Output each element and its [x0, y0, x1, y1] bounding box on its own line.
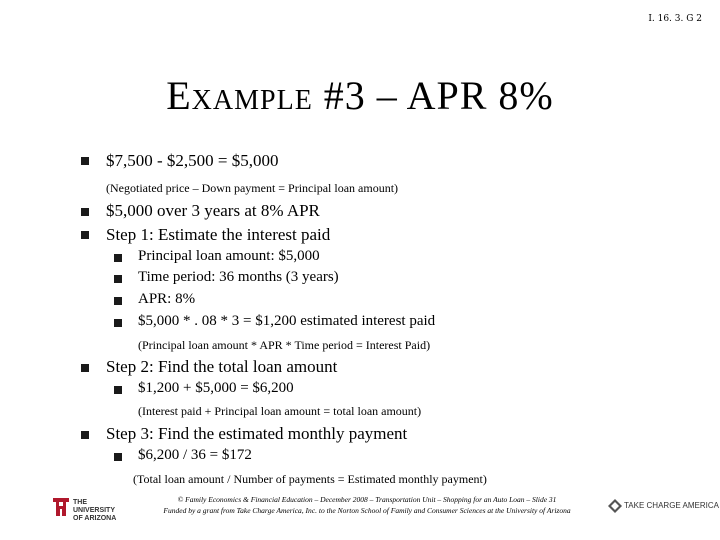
bullet-3: [81, 231, 89, 239]
slide-title: Example #3 – APR 8%: [166, 73, 554, 118]
footer-line-2: Funded by a grant from Take Charge America, Inc. to the Norton School of Family and Consumer Sciences at the University of Arizona: [163, 506, 571, 515]
ua-logo-line-2: OF ARIZONA: [73, 515, 117, 522]
take-charge-america-icon: [608, 499, 622, 513]
footer-credits: [132, 494, 602, 516]
sub-item-apr: APR: 8%: [138, 291, 196, 307]
slide-code: I. 16. 3. G 2: [648, 14, 702, 24]
bullet-2: [81, 208, 89, 216]
note-total-formula: (Interest paid + Principal loan amount = total loan amount): [138, 404, 422, 418]
footer-line-1: © Family Economics & Financial Education – December 2008 – Transportation Unit – Shopping for an Auto Loan – Slide 31: [177, 495, 557, 504]
item-step-2: Step 2: Find the total loan amount: [106, 357, 338, 376]
arizona-a-icon: [52, 497, 70, 517]
university-of-arizona-logo: [52, 497, 127, 522]
sub-bullet-1: [114, 254, 122, 262]
ua-logo-line-1: THE UNIVERSITY: [73, 499, 116, 514]
sub-item-time-period: Time period: 36 months (3 years): [138, 269, 339, 285]
bullet-5: [81, 431, 89, 439]
sub-bullet-4: [114, 319, 122, 327]
bullet-4: [81, 364, 89, 372]
sub-item-principal: Principal loan amount: $5,000: [138, 248, 320, 264]
sub-bullet-5: [114, 386, 122, 394]
sub-item-total-calc: $1,200 + $5,000 = $6,200: [138, 380, 294, 396]
item-step-3: Step 3: Find the estimated monthly payment: [106, 424, 408, 443]
note-principal-formula: (Negotiated price – Down payment = Principal loan amount): [106, 181, 399, 195]
take-charge-america-logo: [608, 497, 719, 519]
sub-bullet-2: [114, 275, 122, 283]
item-price-difference: $7,500 - $2,500 = $5,000: [106, 151, 279, 170]
sub-bullet-6: [114, 453, 122, 461]
note-interest-formula: (Principal loan amount * APR * Time period = Interest Paid): [138, 338, 431, 352]
item-loan-terms: $5,000 over 3 years at 8% APR: [106, 201, 320, 220]
item-step-1: Step 1: Estimate the interest paid: [106, 225, 331, 244]
bullet-1: [81, 157, 89, 165]
sub-item-interest-calc: $5,000 * . 08 * 3 = $1,200 estimated interest paid: [138, 313, 436, 329]
tca-logo-text: TAKE CHARGE AMERICA: [624, 501, 719, 510]
note-monthly-formula: (Total loan amount / Number of payments = Estimated monthly payment): [133, 472, 487, 486]
sub-bullet-3: [114, 297, 122, 305]
sub-item-monthly-calc: $6,200 / 36 = $172: [138, 447, 252, 463]
